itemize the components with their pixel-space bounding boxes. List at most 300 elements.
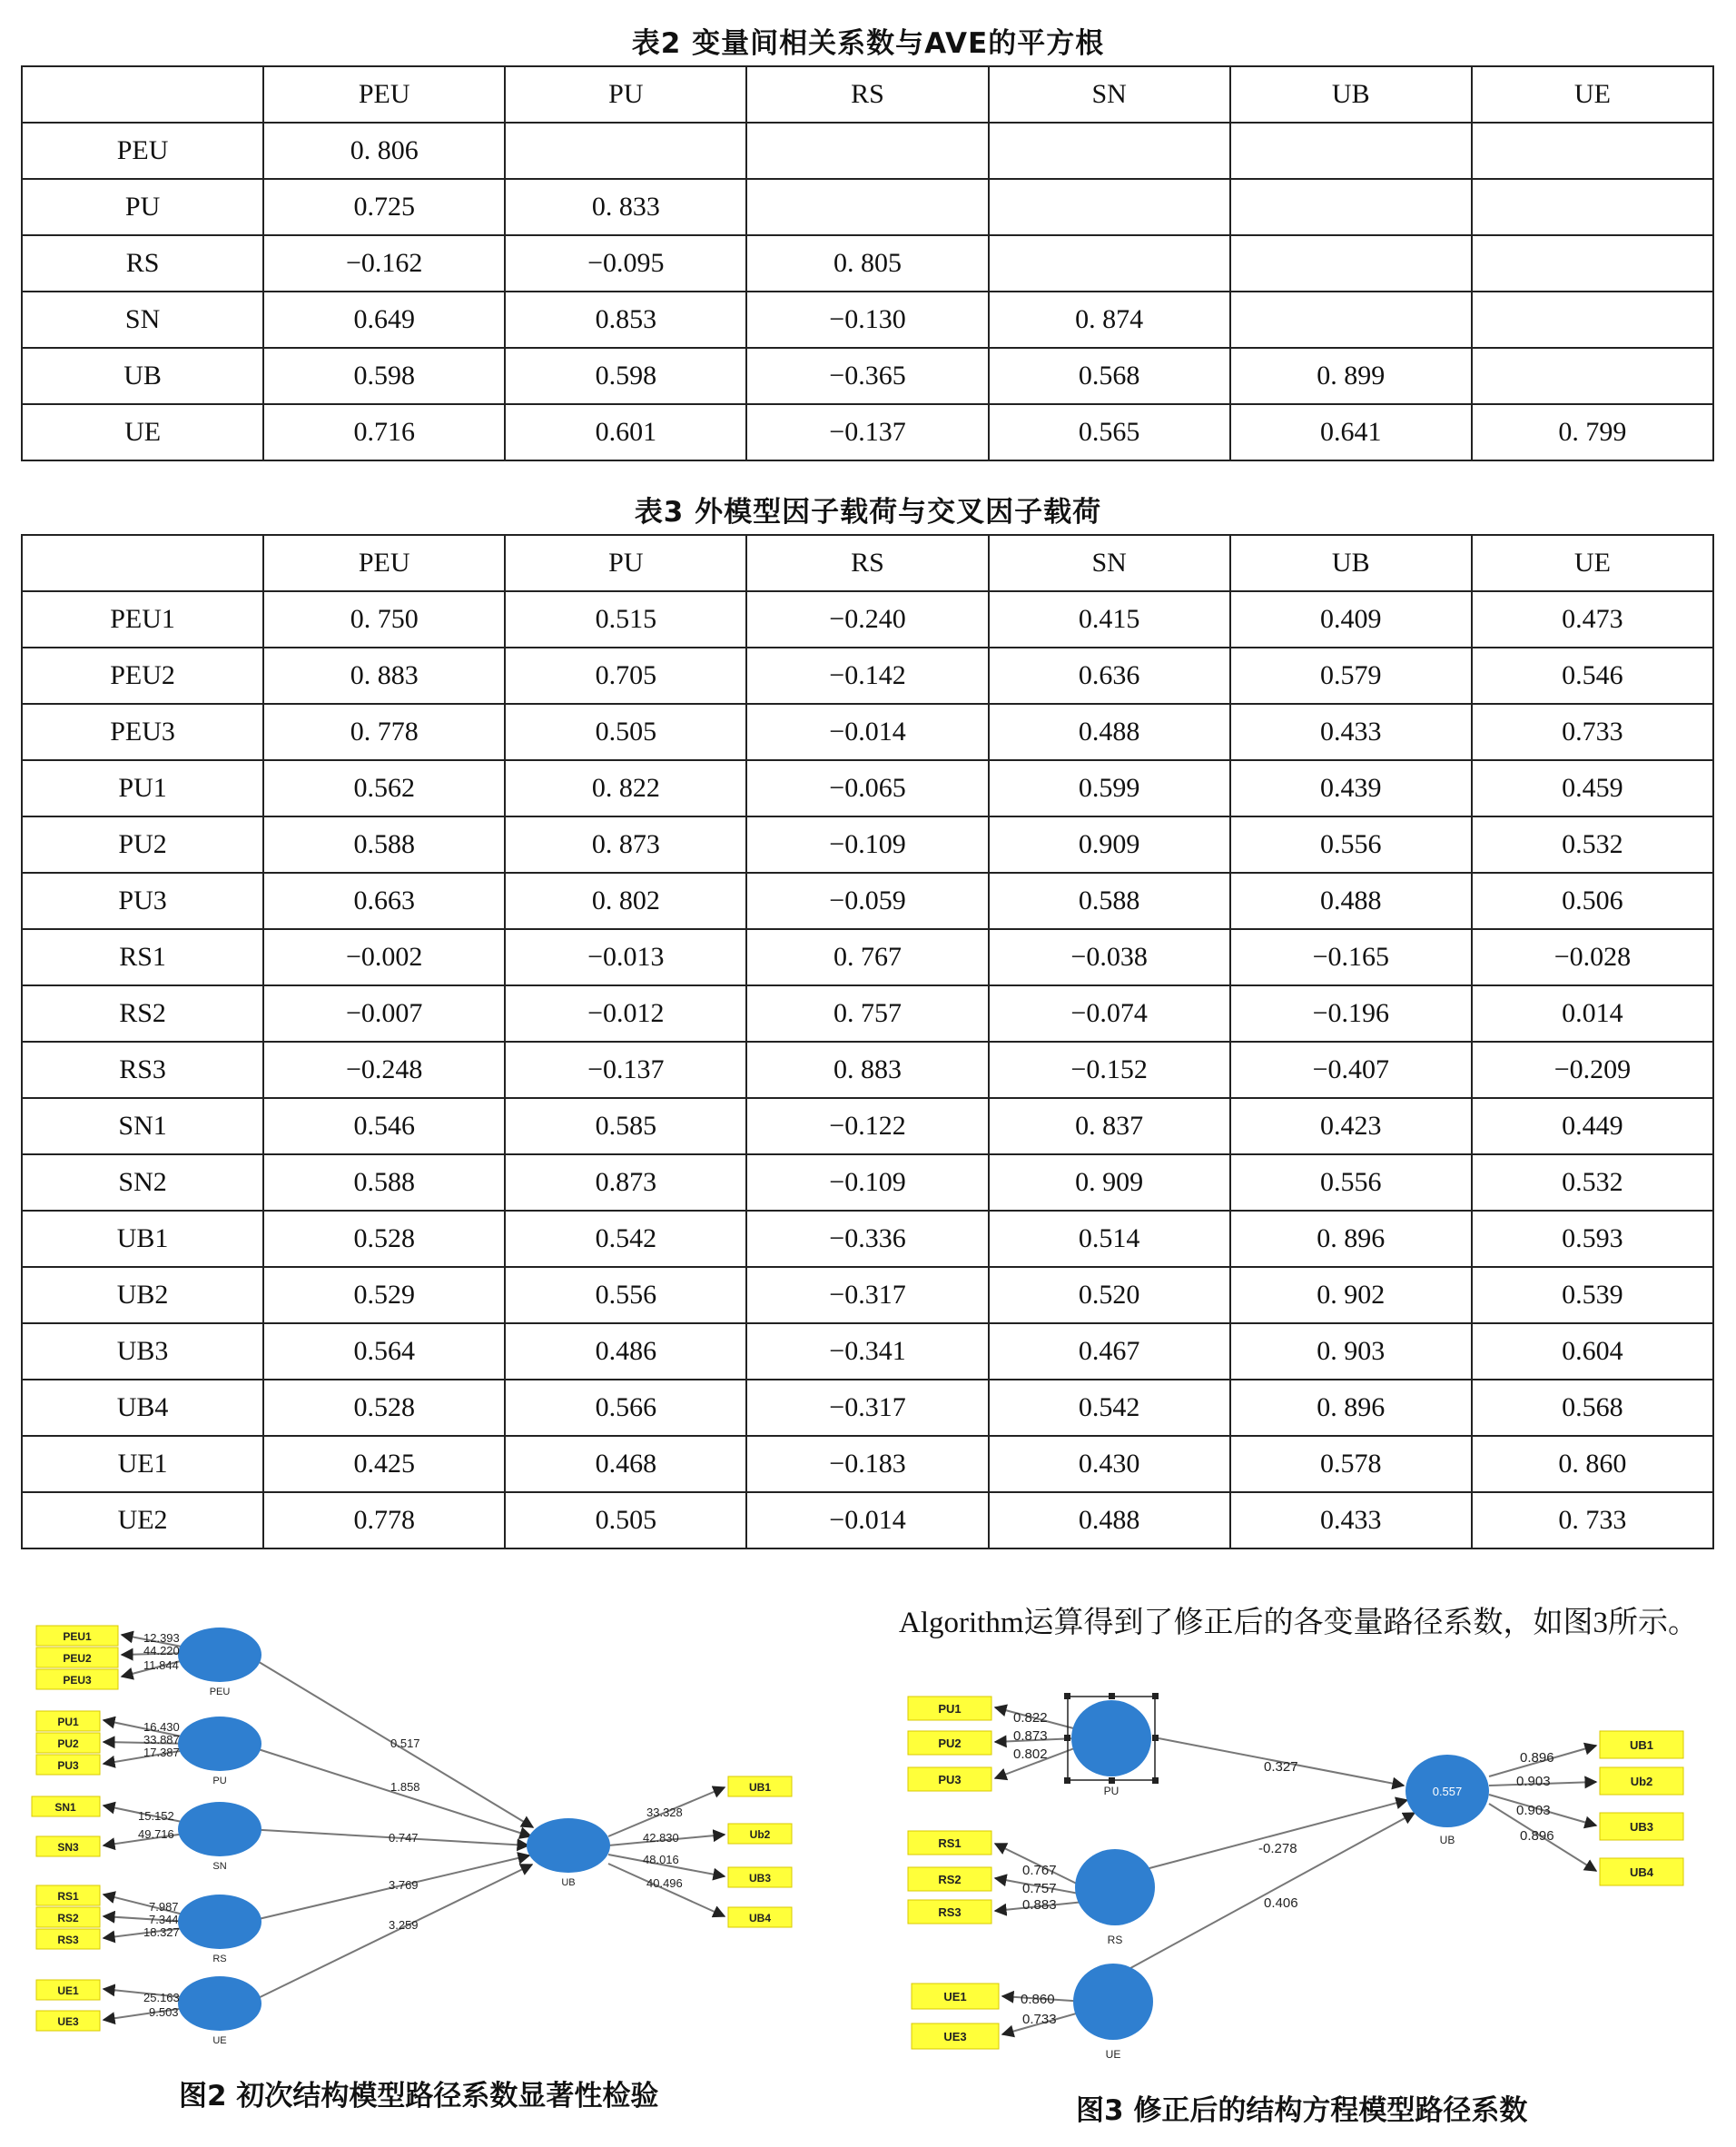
table-cell: 0.528 xyxy=(263,1380,505,1436)
indicator3-label-rs2: RS2 xyxy=(938,1873,962,1886)
table-cell xyxy=(989,235,1230,292)
table-cell: 0.542 xyxy=(989,1380,1230,1436)
table-cell: −0.014 xyxy=(746,1492,988,1548)
table-row xyxy=(22,591,1713,648)
loading-pu2: 33.887 xyxy=(143,1733,180,1746)
table-cell: 0.641 xyxy=(1230,404,1472,460)
table-cell: 0.556 xyxy=(1230,816,1472,873)
body-paragraph: Algorithm运算得到了修正后的各变量路径系数，如图3所示。 xyxy=(899,1607,1698,1639)
loading3-rs2: 0.757 xyxy=(1022,1881,1057,1896)
indicator-label-peu1: PEU1 xyxy=(63,1630,92,1643)
table-cell: 0. 750 xyxy=(263,591,505,648)
table-cell: 0.604 xyxy=(1472,1323,1713,1380)
loading-ub3: 48.016 xyxy=(643,1853,679,1866)
node3-label-ub: UB xyxy=(1439,1834,1455,1846)
indicator-label-pu1: PU1 xyxy=(57,1716,79,1728)
row-header: PEU3 xyxy=(22,704,263,760)
table-cell: 0.506 xyxy=(1472,873,1713,929)
node3-label-ue: UE xyxy=(1105,2048,1121,2061)
table-cell: −0.109 xyxy=(746,816,988,873)
table-cell: 0. 767 xyxy=(746,929,988,985)
table-cell: −0.130 xyxy=(746,292,988,348)
table-row xyxy=(22,1211,1713,1267)
table-cell: −0.014 xyxy=(746,704,988,760)
table-row xyxy=(22,292,1713,348)
table-cell: −0.209 xyxy=(1472,1042,1713,1098)
table-cell: 0.593 xyxy=(1472,1211,1713,1267)
loading-peu2: 44.220 xyxy=(143,1644,180,1657)
table-cell: 0.588 xyxy=(989,873,1230,929)
table-cell: 0. 837 xyxy=(989,1098,1230,1154)
table-cell: −0.002 xyxy=(263,929,505,985)
table-cell: 0. 896 xyxy=(1230,1380,1472,1436)
table-cell: 0. 802 xyxy=(505,873,746,929)
node-sn xyxy=(178,1802,261,1856)
node-label-sn: SN xyxy=(212,1861,227,1872)
node-pu xyxy=(178,1717,261,1771)
table-cell: 0.488 xyxy=(989,1492,1230,1548)
table-cell: 0.467 xyxy=(989,1323,1230,1380)
table-cell: −0.074 xyxy=(989,985,1230,1042)
table-cell: 0.636 xyxy=(989,648,1230,704)
table-cell: −0.038 xyxy=(989,929,1230,985)
loading3-pu2: 0.873 xyxy=(1013,1728,1048,1744)
table-cell: −0.341 xyxy=(746,1323,988,1380)
loading-sn1: 15.152 xyxy=(138,1809,174,1823)
loading-rs3: 18.327 xyxy=(143,1925,180,1939)
table-cell: 0.473 xyxy=(1472,591,1713,648)
table-cell: 0.468 xyxy=(505,1436,746,1492)
indicator-label-ub3: UB3 xyxy=(748,1872,772,1885)
loading3-ub2: 0.903 xyxy=(1516,1774,1551,1789)
table-cell: 0.515 xyxy=(505,591,746,648)
table-cell xyxy=(746,123,988,179)
column-header: PEU xyxy=(263,66,505,123)
loading3-ub1: 0.896 xyxy=(1520,1750,1554,1766)
table-cell: −0.122 xyxy=(746,1098,988,1154)
column-header: PU xyxy=(505,66,746,123)
loading-peu3: 11.844 xyxy=(143,1658,179,1672)
path-coef-sn: 0.747 xyxy=(389,1831,419,1845)
indicator3-label-ue3: UE3 xyxy=(943,2030,967,2043)
path-coef-peu: 0.517 xyxy=(390,1736,420,1750)
table-cell: −0.317 xyxy=(746,1380,988,1436)
loading3-rs1: 0.767 xyxy=(1022,1863,1057,1878)
loadings-table xyxy=(21,534,1714,1549)
indicator3-label-ub3: UB3 xyxy=(1629,1820,1654,1834)
indicator3-label-pu1: PU1 xyxy=(938,1702,962,1716)
table-cell xyxy=(505,123,746,179)
table-cell xyxy=(1472,292,1713,348)
table-cell: 0. 733 xyxy=(1472,1492,1713,1548)
row-header: RS3 xyxy=(22,1042,263,1098)
row-header: PU xyxy=(22,179,263,235)
table-cell: 0. 899 xyxy=(1230,348,1472,404)
table-cell xyxy=(746,179,988,235)
table-cell: 0.514 xyxy=(989,1211,1230,1267)
indicator-label-ub4: UB4 xyxy=(748,1912,772,1924)
table-cell: 0.853 xyxy=(505,292,746,348)
table-cell: 0. 873 xyxy=(505,816,746,873)
table-cell: 0.564 xyxy=(263,1323,505,1380)
table-cell: −0.240 xyxy=(746,591,988,648)
figure3 xyxy=(899,1680,1716,2065)
column-header: SN xyxy=(989,66,1230,123)
table-cell: −0.152 xyxy=(989,1042,1230,1098)
table-cell: 0.588 xyxy=(263,816,505,873)
loading3-ub3: 0.903 xyxy=(1516,1803,1551,1818)
table-header-row xyxy=(22,535,1713,591)
table-row xyxy=(22,1098,1713,1154)
table-cell: 0.556 xyxy=(505,1267,746,1323)
row-header: SN1 xyxy=(22,1098,263,1154)
loading3-pu1: 0.822 xyxy=(1013,1710,1048,1726)
indicator3-label-pu2: PU2 xyxy=(938,1736,962,1750)
indicator-label-ub1: UB1 xyxy=(748,1781,772,1794)
indicator-label-sn1: SN1 xyxy=(54,1801,76,1814)
table-cell: 0.449 xyxy=(1472,1098,1713,1154)
loading-rs2: 7.344 xyxy=(149,1913,179,1926)
table-cell: 0.505 xyxy=(505,1492,746,1548)
path-pu-ub xyxy=(247,1746,531,1836)
table-row xyxy=(22,648,1713,704)
node-rs xyxy=(178,1895,261,1949)
loading3-pu3: 0.802 xyxy=(1013,1746,1048,1762)
table-cell: 0. 860 xyxy=(1472,1436,1713,1492)
row-header: UB2 xyxy=(22,1267,263,1323)
table-cell xyxy=(1230,179,1472,235)
loading-pu1: 16.430 xyxy=(143,1720,180,1734)
table-cell: −0.365 xyxy=(746,348,988,404)
table-cell: −0.407 xyxy=(1230,1042,1472,1098)
row-header: UB3 xyxy=(22,1323,263,1380)
table-cell: 0.599 xyxy=(989,760,1230,816)
path3-coef-pu: 0.327 xyxy=(1264,1759,1298,1775)
table-row xyxy=(22,123,1713,179)
table-cell: 0.733 xyxy=(1472,704,1713,760)
table-cell: 0.579 xyxy=(1230,648,1472,704)
table-cell: 0.433 xyxy=(1230,1492,1472,1548)
indicator3-label-ub4: UB4 xyxy=(1629,1865,1654,1879)
table-cell: 0.433 xyxy=(1230,704,1472,760)
node-label-peu: PEU xyxy=(209,1687,231,1697)
figure3-diagram xyxy=(899,1680,1716,2062)
table-cell: 0.505 xyxy=(505,704,746,760)
table-cell: −0.162 xyxy=(263,235,505,292)
row-header: RS2 xyxy=(22,985,263,1042)
table-cell: −0.012 xyxy=(505,985,746,1042)
table-cell: 0. 902 xyxy=(1230,1267,1472,1323)
row-header: SN xyxy=(22,292,263,348)
loading-sn3: 49.716 xyxy=(138,1827,174,1841)
table-cell: 0.459 xyxy=(1472,760,1713,816)
table-cell: −0.137 xyxy=(746,404,988,460)
table-cell: −0.059 xyxy=(746,873,988,929)
node-label-ub: UB xyxy=(561,1877,576,1888)
loading-ue1: 25.163 xyxy=(143,1991,180,2004)
table-cell: 0.532 xyxy=(1472,1154,1713,1211)
indicator-label-peu3: PEU3 xyxy=(63,1674,92,1687)
table-row xyxy=(22,704,1713,760)
column-header: UB xyxy=(1230,66,1472,123)
node3-r2-ub: 0.557 xyxy=(1432,1785,1463,1798)
table-cell: −0.317 xyxy=(746,1267,988,1323)
column-header: SN xyxy=(989,535,1230,591)
table-cell xyxy=(1472,235,1713,292)
table-cell: 0. 909 xyxy=(989,1154,1230,1211)
indicator-label-sn3: SN3 xyxy=(57,1841,79,1854)
row-header: PEU2 xyxy=(22,648,263,704)
table-cell xyxy=(1230,235,1472,292)
table-cell: −0.336 xyxy=(746,1211,988,1267)
table-cell: 0.528 xyxy=(263,1211,505,1267)
row-header: UB4 xyxy=(22,1380,263,1436)
table-cell: 0.486 xyxy=(505,1323,746,1380)
indicator-label-ue3: UE3 xyxy=(57,2015,79,2028)
table-row xyxy=(22,760,1713,816)
table-row xyxy=(22,1323,1713,1380)
node-label-pu: PU xyxy=(212,1776,227,1786)
indicator-label-rs3: RS3 xyxy=(57,1934,79,1946)
node3-label-rs: RS xyxy=(1107,1934,1123,1946)
table2-caption: 表2 变量间相关系数与AVE的平方根 xyxy=(631,27,1105,60)
table-cell: −0.196 xyxy=(1230,985,1472,1042)
loading-ue3: 9.503 xyxy=(149,2005,179,2019)
indicator-label-pu3: PU3 xyxy=(57,1759,79,1772)
figure2 xyxy=(27,1598,826,2074)
table-cell: 0.546 xyxy=(1472,648,1713,704)
table-cell: 0. 883 xyxy=(263,648,505,704)
table-cell xyxy=(1472,348,1713,404)
table-row xyxy=(22,929,1713,985)
table-cell: 0.568 xyxy=(989,348,1230,404)
table-cell: 0. 903 xyxy=(1230,1323,1472,1380)
corner-cell xyxy=(22,535,263,591)
table-cell: 0.585 xyxy=(505,1098,746,1154)
loading-rs1: 7.987 xyxy=(149,1900,179,1914)
table-cell: 0.716 xyxy=(263,404,505,460)
table-cell: 0.566 xyxy=(505,1380,746,1436)
column-header: PU xyxy=(505,535,746,591)
table-cell: 0.562 xyxy=(263,760,505,816)
path3-rs-ub xyxy=(1119,1800,1407,1876)
loading-ub4: 40.496 xyxy=(646,1876,683,1890)
indicator-label-ub2: Ub2 xyxy=(749,1828,771,1841)
loading3-ue3: 0.733 xyxy=(1022,2012,1057,2027)
indicator3-label-pu3: PU3 xyxy=(938,1773,962,1786)
table-cell: 0. 833 xyxy=(505,179,746,235)
table-cell: 0.520 xyxy=(989,1267,1230,1323)
table-cell: 0.014 xyxy=(1472,985,1713,1042)
indicator-label-pu2: PU2 xyxy=(57,1737,79,1750)
row-header: UE xyxy=(22,404,263,460)
table-cell: 0.778 xyxy=(263,1492,505,1548)
table-cell: 0. 806 xyxy=(263,123,505,179)
table-row xyxy=(22,1267,1713,1323)
loading-peu1: 12.393 xyxy=(143,1631,180,1645)
table-cell: 0.909 xyxy=(989,816,1230,873)
table-cell: −0.165 xyxy=(1230,929,1472,985)
node-label-ue: UE xyxy=(212,2035,227,2046)
figure2-caption: 图2 初次结构模型路径系数显著性检验 xyxy=(179,2080,659,2112)
column-header: RS xyxy=(746,66,988,123)
table-cell: −0.183 xyxy=(746,1436,988,1492)
table-row xyxy=(22,873,1713,929)
path3-coef-ue: 0.406 xyxy=(1264,1895,1298,1911)
loading3-rs3: 0.883 xyxy=(1022,1897,1057,1913)
table-row xyxy=(22,816,1713,873)
table-cell: −0.109 xyxy=(746,1154,988,1211)
table-row xyxy=(22,179,1713,235)
column-header: UE xyxy=(1472,66,1713,123)
indicator-label-rs1: RS1 xyxy=(57,1890,79,1903)
node-label-rs: RS xyxy=(212,1954,227,1964)
figure3-caption: 图3 修正后的结构方程模型路径系数 xyxy=(1076,2094,1528,2127)
table-cell: 0.430 xyxy=(989,1436,1230,1492)
path-coef-pu: 1.858 xyxy=(390,1780,420,1794)
table-cell: 0.649 xyxy=(263,292,505,348)
row-header: UE2 xyxy=(22,1492,263,1548)
table-row xyxy=(22,348,1713,404)
indicator3-label-rs1: RS1 xyxy=(938,1836,962,1850)
table-cell: 0.873 xyxy=(505,1154,746,1211)
table-cell xyxy=(1472,123,1713,179)
path-coef-ue: 3.259 xyxy=(389,1918,419,1932)
table-row xyxy=(22,235,1713,292)
node3-pu xyxy=(1071,1700,1151,1776)
table-cell: 0.529 xyxy=(263,1267,505,1323)
node-peu xyxy=(178,1628,261,1682)
table-cell: −0.065 xyxy=(746,760,988,816)
path-coef-rs: 3.769 xyxy=(389,1878,419,1892)
table-row xyxy=(22,1380,1713,1436)
table-cell: 0. 799 xyxy=(1472,404,1713,460)
table-row xyxy=(22,985,1713,1042)
row-header: PU1 xyxy=(22,760,263,816)
node-ue xyxy=(178,1976,261,2031)
indicator3-label-rs3: RS3 xyxy=(938,1905,962,1919)
column-header: UE xyxy=(1472,535,1713,591)
node3-label-pu: PU xyxy=(1103,1785,1120,1797)
row-header: SN2 xyxy=(22,1154,263,1211)
table-cell: 0.598 xyxy=(505,348,746,404)
table-cell: 0.588 xyxy=(263,1154,505,1211)
table-cell: 0.568 xyxy=(1472,1380,1713,1436)
table-cell: 0.539 xyxy=(1472,1267,1713,1323)
column-header: PEU xyxy=(263,535,505,591)
path-sn-ub xyxy=(247,1829,528,1845)
table-cell: −0.137 xyxy=(505,1042,746,1098)
table-cell: 0. 757 xyxy=(746,985,988,1042)
table-cell: −0.013 xyxy=(505,929,746,985)
row-header: UE1 xyxy=(22,1436,263,1492)
loading3-ub4: 0.896 xyxy=(1520,1828,1554,1844)
table-header-row xyxy=(22,66,1713,123)
table-cell: 0.598 xyxy=(263,348,505,404)
table-cell xyxy=(989,123,1230,179)
path3-coef-rs: -0.278 xyxy=(1258,1841,1297,1856)
node3-rs xyxy=(1075,1849,1155,1925)
indicator-label-ue1: UE1 xyxy=(57,1984,79,1997)
row-header: UB xyxy=(22,348,263,404)
loading-ub2: 42.830 xyxy=(643,1831,679,1845)
table-cell: 0. 874 xyxy=(989,292,1230,348)
table-cell: 0.705 xyxy=(505,648,746,704)
table-cell xyxy=(1230,123,1472,179)
table-cell: 0. 778 xyxy=(263,704,505,760)
table-row xyxy=(22,1492,1713,1548)
table-cell: 0.546 xyxy=(263,1098,505,1154)
corner-cell xyxy=(22,66,263,123)
table-cell: 0.488 xyxy=(1230,873,1472,929)
table-cell: 0. 883 xyxy=(746,1042,988,1098)
row-header: RS1 xyxy=(22,929,263,985)
table-cell: 0.423 xyxy=(1230,1098,1472,1154)
table3-caption: 表3 外模型因子载荷与交叉因子载荷 xyxy=(634,496,1102,529)
indicator-label-peu2: PEU2 xyxy=(63,1652,92,1665)
table-row xyxy=(22,404,1713,460)
table-cell: 0.425 xyxy=(263,1436,505,1492)
table-cell xyxy=(1472,179,1713,235)
column-header: RS xyxy=(746,535,988,591)
row-header: PEU xyxy=(22,123,263,179)
table-cell: −0.028 xyxy=(1472,929,1713,985)
table-cell: 0. 896 xyxy=(1230,1211,1472,1267)
correlation-table xyxy=(21,65,1714,461)
row-header: PU2 xyxy=(22,816,263,873)
indicator-label-rs2: RS2 xyxy=(57,1912,79,1924)
table-cell: 0.415 xyxy=(989,591,1230,648)
table-row xyxy=(22,1436,1713,1492)
table-cell: −0.248 xyxy=(263,1042,505,1098)
node3-ue xyxy=(1073,1964,1153,2040)
row-header: PEU1 xyxy=(22,591,263,648)
table-cell: 0.409 xyxy=(1230,591,1472,648)
table-cell: 0.542 xyxy=(505,1211,746,1267)
table-cell: 0. 822 xyxy=(505,760,746,816)
table-cell: 0.532 xyxy=(1472,816,1713,873)
table-cell: 0.439 xyxy=(1230,760,1472,816)
table-row xyxy=(22,1154,1713,1211)
table-row xyxy=(22,1042,1713,1098)
table-cell xyxy=(989,179,1230,235)
table-cell xyxy=(1230,292,1472,348)
row-header: PU3 xyxy=(22,873,263,929)
row-header: RS xyxy=(22,235,263,292)
table-cell: −0.007 xyxy=(263,985,505,1042)
column-header: UB xyxy=(1230,535,1472,591)
indicator3-label-ub2: Ub2 xyxy=(1630,1775,1653,1788)
table-cell: 0.556 xyxy=(1230,1154,1472,1211)
table-cell: −0.095 xyxy=(505,235,746,292)
table-cell: 0.601 xyxy=(505,404,746,460)
figure2-diagram xyxy=(27,1598,826,2071)
table-cell: 0.663 xyxy=(263,873,505,929)
table-cell: −0.142 xyxy=(746,648,988,704)
node-ub xyxy=(527,1818,610,1873)
indicator3-label-ue1: UE1 xyxy=(943,1990,967,2004)
row-header: UB1 xyxy=(22,1211,263,1267)
indicator3-label-ub1: UB1 xyxy=(1629,1738,1654,1752)
table-cell: 0. 805 xyxy=(746,235,988,292)
table-cell: 0.488 xyxy=(989,704,1230,760)
loading-pu3: 17.387 xyxy=(143,1746,180,1759)
table-cell: 0.725 xyxy=(263,179,505,235)
loading-ub1: 33.328 xyxy=(646,1806,683,1819)
table-cell: 0.565 xyxy=(989,404,1230,460)
table-cell: 0.578 xyxy=(1230,1436,1472,1492)
loading3-ue1: 0.860 xyxy=(1021,1992,1055,2007)
